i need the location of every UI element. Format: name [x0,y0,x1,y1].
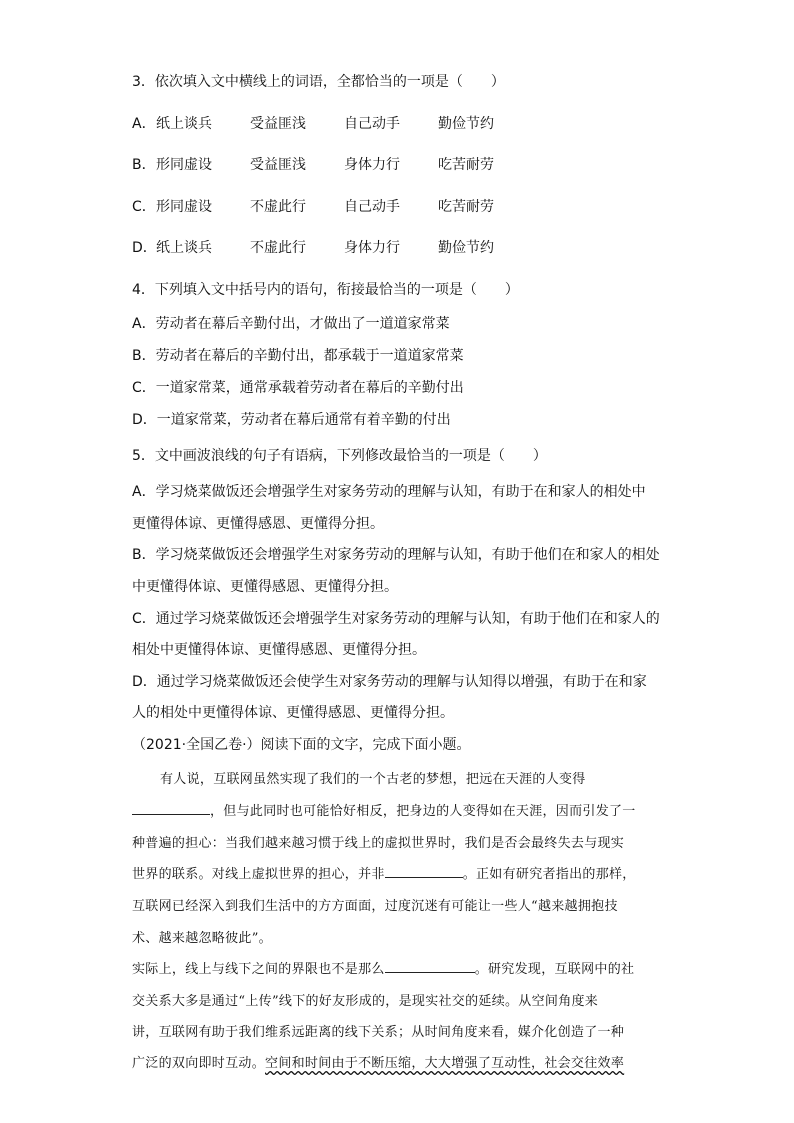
passage-line: 术、越来越忽略彼此”。 [132,931,272,946]
option-word: 受益匪浅 [250,116,306,132]
passage-text: 。研究发现，互联网中的社 [474,962,635,977]
question-5-option-c[interactable]: C．通过学习烧菜做饭还会增强学生对家务劳动的理解与认知，有助于他们在和家人的 [132,611,660,627]
passage-text: 世界的联系。对线上虚拟世界的担心，并非 [132,867,385,882]
question-5-option-d-cont: 人的相处中更懂得体谅、更懂得感恩、更懂得分担。 [132,705,454,721]
option-word: 身体力行 [344,157,400,173]
question-5-option-d[interactable]: D．通过学习烧菜做饭还会使学生对家务劳动的理解与认知得以增强，有助于在和家 [132,674,647,690]
option-word: 勤俭节约 [438,240,494,256]
option-label: B． [132,157,156,173]
question-5-option-b-cont: 中更懂得体谅、更懂得感恩、更懂得分担。 [132,579,398,595]
option-word: 形同虚设 [156,157,212,173]
passage-line: 种普遍的担心：当我们越来越习惯于线上的虚拟世界时，我们是否会最终失去与现实 [132,836,625,851]
question-5-option-a-cont: 更懂得体谅、更懂得感恩、更懂得分担。 [132,516,384,532]
option-word: 勤俭节约 [438,116,494,132]
question-5-option-c-cont: 相处中更懂得体谅、更懂得感恩、更懂得分担。 [132,642,426,658]
option-word: 吃苦耐劳 [438,157,494,173]
question-5-stem: 5．文中画波浪线的句子有语病，下列修改最恰当的一项是（ ） [132,448,547,464]
question-5-option-a[interactable]: A．学习烧菜做饭还会增强学生对家务劳动的理解与认知，有助于在和家人的相处中 [132,484,646,500]
wavy-underlined-sentence: 空间和时间由于不断压缩，大大增强了互动性， [265,1056,545,1071]
question-4-stem: 4．下列填入文中括号内的语句，衔接最恰当的一项是（ ） [132,282,519,298]
option-word: 吃苦耐劳 [438,199,494,215]
option-word: 身体力行 [344,240,400,256]
option-word: 不虚此行 [250,199,306,215]
passage-text: 。正如有研究者指出的那样， [462,867,636,882]
passage-line: 有人说，互联网虽然实现了我们的一个古老的梦想，把远在天涯的人变得 [160,772,586,787]
fill-blank[interactable] [385,863,463,878]
option-word: 纸上谈兵 [156,116,212,132]
option-word: 自己动手 [344,199,400,215]
question-4-option-c[interactable]: C．一道家常菜，通常承载着劳动者在幕后的辛勤付出 [132,380,464,396]
question-5-option-b[interactable]: B．学习烧菜做饭还会增强学生对家务劳动的理解与认知，有助于他们在和家人的相处 [132,547,660,563]
question-4-option-d[interactable]: D．一道家常菜，劳动者在幕后通常有着辛勤的付出 [132,412,451,428]
source-line: （2021·全国乙卷·）阅读下面的文字，完成下面小题。 [132,737,471,753]
option-word: 纸上谈兵 [156,240,212,256]
question-4-option-a[interactable]: A．劳动者在幕后辛勤付出，才做出了一道道家常菜 [132,316,450,332]
passage-text: 广泛的双向即时互动。 [132,1056,266,1071]
passage-line [132,958,634,977]
fill-blank[interactable] [385,958,475,973]
wavy-underlined-sentence: 社会交往效率 [544,1056,625,1071]
passage-line [132,800,636,819]
passage-line [132,1052,624,1071]
option-label: C． [132,199,156,215]
question-3-stem: 3．依次填入文中横线上的词语，全都恰当的一项是（ ） [132,74,505,90]
option-word: 受益匪浅 [250,157,306,173]
passage-text: 实际上，线上与线下之间的界限也不是那么 [132,962,385,977]
passage-line [132,863,636,882]
passage-line: 讲，互联网有助于我们维系远距离的线下关系；从时间角度来看，媒介化创造了一种 [132,1025,625,1040]
option-label: A． [132,116,156,132]
option-word: 不虚此行 [250,240,306,256]
passage-text: ，但与此同时也可能恰好相反，把身边的人变得如在天涯，因而引发了一 [210,804,636,819]
passage-line: 交关系大多是通过“上传”线下的好友形成的，是现实社交的延续。从空间角度来 [132,994,599,1009]
fill-blank[interactable] [132,800,210,815]
question-4-option-b[interactable]: B．劳动者在幕后的辛勤付出，都承载于一道道家常菜 [132,348,464,364]
option-label: D． [132,240,157,256]
option-word: 形同虚设 [156,199,212,215]
passage-line: 互联网已经深入到我们生活中的方方面面，过度沉迷有可能让一些人“越来越拥抱技 [132,899,618,914]
option-word: 自己动手 [344,116,400,132]
